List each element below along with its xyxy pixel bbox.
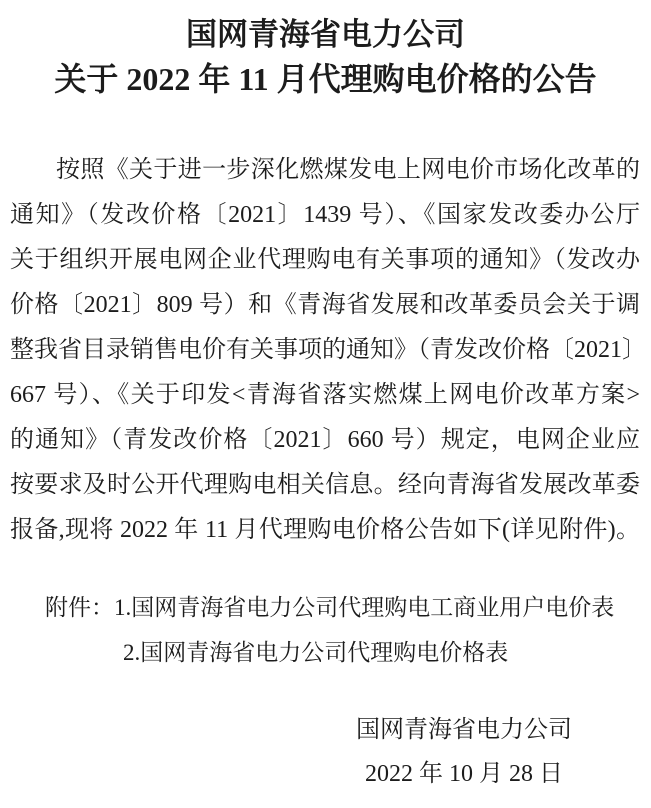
title-line-subject: 关于 2022 年 11 月代理购电价格的公告 [54, 61, 597, 97]
document-title [0, 14, 651, 102]
body-line: 通知》（发改价格〔2021〕1439 号）、《国家发改委办公厅 [10, 202, 640, 228]
attachment-item: 2.国网青海省电力公司代理购电价格表 [123, 640, 509, 665]
attachment-item: 1.国网青海省电力公司代理购电工商业用户电价表 [114, 595, 615, 620]
attachment-line [45, 630, 625, 675]
attachment-list [45, 585, 625, 675]
body-line: 按照《关于进一步深化燃煤发电上网电价市场化改革的 [56, 157, 640, 183]
document-body [10, 148, 646, 553]
body-line: 按要求及时公开代理购电相关信息。经向青海省发展改革委 [10, 472, 640, 498]
attachment-label: 附件： [45, 595, 114, 620]
body-line: 报备,现将 2022 年 11 月代理购电价格公告如下(详见附件)。 [10, 517, 640, 543]
body-line: 整我省目录销售电价有关事项的通知》（青发改价格〔2021〕 [10, 337, 646, 363]
signature-date: 2022 年 10 月 28 日 [365, 761, 563, 787]
body-line: 667 号）、《关于印发<青海省落实燃煤上网电价改革方案> [10, 382, 640, 408]
body-line: 价格〔2021〕809 号）和《青海省发展和改革委员会关于调 [10, 292, 640, 318]
body-line: 的通知》（青发改价格〔2021〕660 号）规定，电网企业应 [10, 427, 640, 453]
signature-company: 国网青海省电力公司 [356, 717, 572, 743]
attachment-line [45, 585, 625, 630]
body-line: 关于组织开展电网企业代理购电有关事项的通知》（发改办 [10, 247, 640, 273]
title-line-company: 国网青海省电力公司 [186, 17, 465, 52]
